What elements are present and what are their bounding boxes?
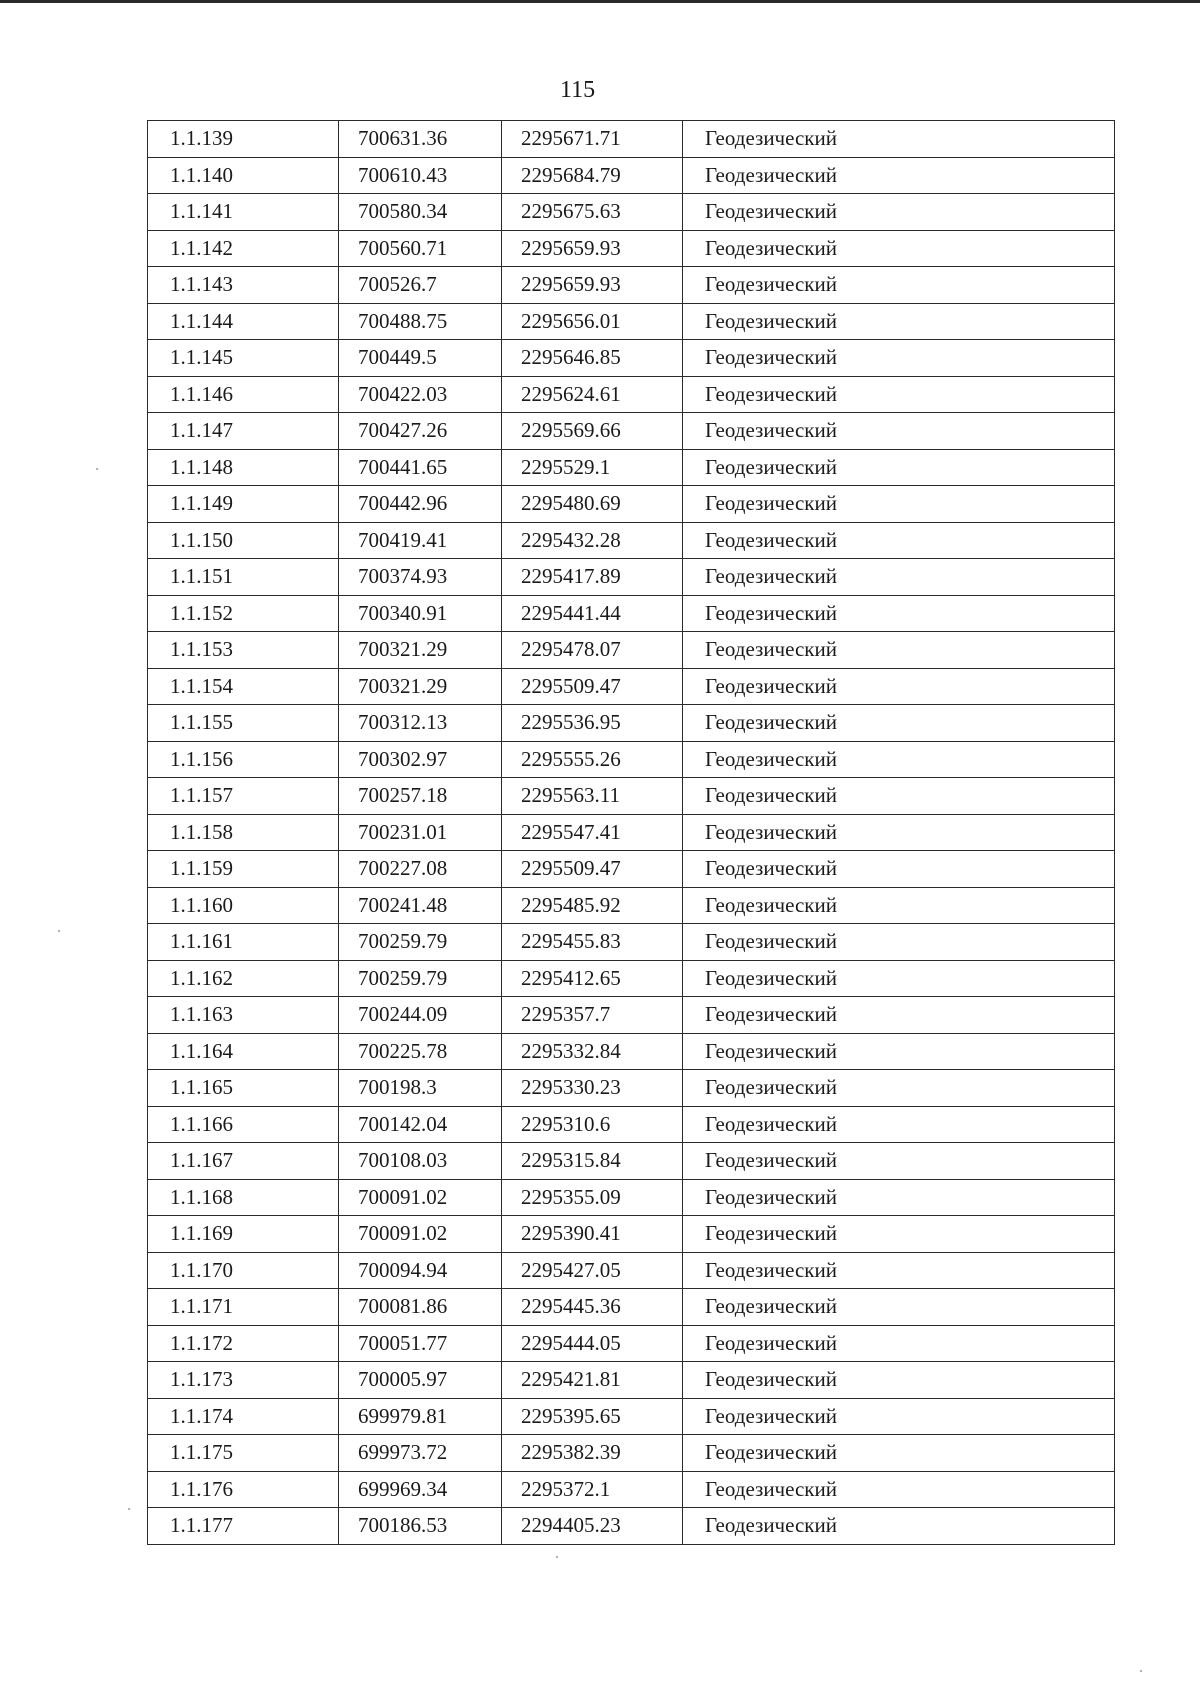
- table-row: [148, 997, 1115, 1034]
- table-row: [148, 522, 1115, 559]
- point-type-cell: Геодезический: [683, 1435, 1115, 1472]
- point-number-cell: 1.1.146: [148, 376, 339, 413]
- point-type-cell: Геодезический: [683, 1216, 1115, 1253]
- point-type-cell: Геодезический: [683, 486, 1115, 523]
- table-row: [148, 1325, 1115, 1362]
- table-row: [148, 303, 1115, 340]
- point-number-cell: 1.1.158: [148, 814, 339, 851]
- point-number-cell: 1.1.165: [148, 1070, 339, 1107]
- point-number-cell: 1.1.162: [148, 960, 339, 997]
- point-type-cell: Геодезический: [683, 449, 1115, 486]
- point-number-cell: 1.1.170: [148, 1252, 339, 1289]
- table-row: [148, 1143, 1115, 1180]
- x-coordinate-cell: 700186.53: [339, 1508, 502, 1545]
- point-number-cell: 1.1.163: [148, 997, 339, 1034]
- x-coordinate-cell: 699973.72: [339, 1435, 502, 1472]
- point-number-cell: 1.1.172: [148, 1325, 339, 1362]
- x-coordinate-cell: 700419.41: [339, 522, 502, 559]
- y-coordinate-cell: 2295390.41: [502, 1216, 683, 1253]
- x-coordinate-cell: 700427.26: [339, 413, 502, 450]
- point-number-cell: 1.1.152: [148, 595, 339, 632]
- table-row: [148, 1070, 1115, 1107]
- point-type-cell: Геодезический: [683, 376, 1115, 413]
- point-type-cell: Геодезический: [683, 997, 1115, 1034]
- table-row: [148, 486, 1115, 523]
- x-coordinate-cell: 700422.03: [339, 376, 502, 413]
- x-coordinate-cell: 700321.29: [339, 668, 502, 705]
- point-number-cell: 1.1.160: [148, 887, 339, 924]
- y-coordinate-cell: 2295427.05: [502, 1252, 683, 1289]
- point-type-cell: Геодезический: [683, 778, 1115, 815]
- point-number-cell: 1.1.161: [148, 924, 339, 961]
- x-coordinate-cell: 700560.71: [339, 230, 502, 267]
- point-type-cell: Геодезический: [683, 1070, 1115, 1107]
- table-row: [148, 340, 1115, 377]
- point-type-cell: Геодезический: [683, 1508, 1115, 1545]
- table-row: [148, 705, 1115, 742]
- point-number-cell: 1.1.169: [148, 1216, 339, 1253]
- x-coordinate-cell: 700198.3: [339, 1070, 502, 1107]
- point-type-cell: Геодезический: [683, 1179, 1115, 1216]
- point-number-cell: 1.1.171: [148, 1289, 339, 1326]
- point-number-cell: 1.1.141: [148, 194, 339, 231]
- y-coordinate-cell: 2295485.92: [502, 887, 683, 924]
- y-coordinate-cell: 2295445.36: [502, 1289, 683, 1326]
- point-number-cell: 1.1.157: [148, 778, 339, 815]
- y-coordinate-cell: 2295684.79: [502, 157, 683, 194]
- y-coordinate-cell: 2295646.85: [502, 340, 683, 377]
- point-number-cell: 1.1.173: [148, 1362, 339, 1399]
- y-coordinate-cell: 2295624.61: [502, 376, 683, 413]
- coordinates-table: [147, 120, 1115, 1545]
- point-type-cell: Геодезический: [683, 340, 1115, 377]
- point-number-cell: 1.1.166: [148, 1106, 339, 1143]
- point-number-cell: 1.1.153: [148, 632, 339, 669]
- x-coordinate-cell: 700580.34: [339, 194, 502, 231]
- point-type-cell: Геодезический: [683, 1143, 1115, 1180]
- table-row: [148, 230, 1115, 267]
- x-coordinate-cell: 700526.7: [339, 267, 502, 304]
- y-coordinate-cell: 2295412.65: [502, 960, 683, 997]
- table-row: [148, 157, 1115, 194]
- table-row: [148, 559, 1115, 596]
- y-coordinate-cell: 2295455.83: [502, 924, 683, 961]
- point-type-cell: Геодезический: [683, 595, 1115, 632]
- x-coordinate-cell: 700244.09: [339, 997, 502, 1034]
- table-row: [148, 668, 1115, 705]
- y-coordinate-cell: 2295509.47: [502, 668, 683, 705]
- point-type-cell: Геодезический: [683, 632, 1115, 669]
- table-row: [148, 1033, 1115, 1070]
- x-coordinate-cell: 700257.18: [339, 778, 502, 815]
- y-coordinate-cell: 2294405.23: [502, 1508, 683, 1545]
- y-coordinate-cell: 2295332.84: [502, 1033, 683, 1070]
- scan-speck: [96, 468, 98, 470]
- table-row: [148, 1106, 1115, 1143]
- table-row: [148, 413, 1115, 450]
- point-type-cell: Геодезический: [683, 1471, 1115, 1508]
- x-coordinate-cell: 700142.04: [339, 1106, 502, 1143]
- point-number-cell: 1.1.174: [148, 1398, 339, 1435]
- y-coordinate-cell: 2295509.47: [502, 851, 683, 888]
- y-coordinate-cell: 2295478.07: [502, 632, 683, 669]
- x-coordinate-cell: 700051.77: [339, 1325, 502, 1362]
- point-number-cell: 1.1.155: [148, 705, 339, 742]
- table-row: [148, 1362, 1115, 1399]
- x-coordinate-cell: 700442.96: [339, 486, 502, 523]
- scan-speck: [556, 1556, 558, 1558]
- point-number-cell: 1.1.164: [148, 1033, 339, 1070]
- point-type-cell: Геодезический: [683, 1252, 1115, 1289]
- table-row: [148, 960, 1115, 997]
- scan-speck: [58, 930, 60, 932]
- y-coordinate-cell: 2295569.66: [502, 413, 683, 450]
- point-number-cell: 1.1.143: [148, 267, 339, 304]
- table-row: [148, 595, 1115, 632]
- point-type-cell: Геодезический: [683, 960, 1115, 997]
- point-number-cell: 1.1.151: [148, 559, 339, 596]
- point-number-cell: 1.1.149: [148, 486, 339, 523]
- point-number-cell: 1.1.140: [148, 157, 339, 194]
- x-coordinate-cell: 700225.78: [339, 1033, 502, 1070]
- table-row: [148, 121, 1115, 158]
- point-number-cell: 1.1.177: [148, 1508, 339, 1545]
- table-row: [148, 778, 1115, 815]
- x-coordinate-cell: 700241.48: [339, 887, 502, 924]
- point-type-cell: Геодезический: [683, 157, 1115, 194]
- y-coordinate-cell: 2295536.95: [502, 705, 683, 742]
- table-row: [148, 1252, 1115, 1289]
- point-type-cell: Геодезический: [683, 303, 1115, 340]
- y-coordinate-cell: 2295555.26: [502, 741, 683, 778]
- point-number-cell: 1.1.154: [148, 668, 339, 705]
- x-coordinate-cell: 700312.13: [339, 705, 502, 742]
- x-coordinate-cell: 700610.43: [339, 157, 502, 194]
- table-row: [148, 632, 1115, 669]
- x-coordinate-cell: 700094.94: [339, 1252, 502, 1289]
- y-coordinate-cell: 2295480.69: [502, 486, 683, 523]
- table-row: [148, 1508, 1115, 1545]
- x-coordinate-cell: 700091.02: [339, 1179, 502, 1216]
- point-number-cell: 1.1.175: [148, 1435, 339, 1472]
- x-coordinate-cell: 700374.93: [339, 559, 502, 596]
- y-coordinate-cell: 2295547.41: [502, 814, 683, 851]
- table-row: [148, 194, 1115, 231]
- x-coordinate-cell: 700340.91: [339, 595, 502, 632]
- point-number-cell: 1.1.147: [148, 413, 339, 450]
- y-coordinate-cell: 2295432.28: [502, 522, 683, 559]
- x-coordinate-cell: 700005.97: [339, 1362, 502, 1399]
- point-type-cell: Геодезический: [683, 814, 1115, 851]
- x-coordinate-cell: 700631.36: [339, 121, 502, 158]
- y-coordinate-cell: 2295382.39: [502, 1435, 683, 1472]
- x-coordinate-cell: 700091.02: [339, 1216, 502, 1253]
- point-type-cell: Геодезический: [683, 924, 1115, 961]
- table-row: [148, 741, 1115, 778]
- point-number-cell: 1.1.176: [148, 1471, 339, 1508]
- table-row: [148, 924, 1115, 961]
- coordinates-table-body: [148, 121, 1115, 1545]
- x-coordinate-cell: 700321.29: [339, 632, 502, 669]
- scan-speck: [1140, 1670, 1142, 1672]
- table-row: [148, 267, 1115, 304]
- y-coordinate-cell: 2295441.44: [502, 595, 683, 632]
- y-coordinate-cell: 2295421.81: [502, 1362, 683, 1399]
- point-type-cell: Геодезический: [683, 705, 1115, 742]
- point-type-cell: Геодезический: [683, 1289, 1115, 1326]
- x-coordinate-cell: 700441.65: [339, 449, 502, 486]
- y-coordinate-cell: 2295395.65: [502, 1398, 683, 1435]
- point-type-cell: Геодезический: [683, 559, 1115, 596]
- point-type-cell: Геодезический: [683, 267, 1115, 304]
- point-type-cell: Геодезический: [683, 1362, 1115, 1399]
- point-number-cell: 1.1.150: [148, 522, 339, 559]
- x-coordinate-cell: 700227.08: [339, 851, 502, 888]
- point-type-cell: Геодезический: [683, 522, 1115, 559]
- x-coordinate-cell: 700081.86: [339, 1289, 502, 1326]
- table-row: [148, 1179, 1115, 1216]
- point-type-cell: Геодезический: [683, 1398, 1115, 1435]
- x-coordinate-cell: 700488.75: [339, 303, 502, 340]
- point-number-cell: 1.1.139: [148, 121, 339, 158]
- point-type-cell: Геодезический: [683, 1106, 1115, 1143]
- scan-speck: [128, 1508, 130, 1510]
- point-number-cell: 1.1.142: [148, 230, 339, 267]
- point-number-cell: 1.1.167: [148, 1143, 339, 1180]
- point-type-cell: Геодезический: [683, 1325, 1115, 1362]
- table-row: [148, 1398, 1115, 1435]
- table-row: [148, 1435, 1115, 1472]
- point-type-cell: Геодезический: [683, 413, 1115, 450]
- point-type-cell: Геодезический: [683, 121, 1115, 158]
- point-type-cell: Геодезический: [683, 741, 1115, 778]
- y-coordinate-cell: 2295529.1: [502, 449, 683, 486]
- table-row: [148, 814, 1115, 851]
- point-number-cell: 1.1.144: [148, 303, 339, 340]
- point-type-cell: Геодезический: [683, 230, 1115, 267]
- scan-top-border: [0, 0, 1200, 3]
- point-number-cell: 1.1.159: [148, 851, 339, 888]
- table-row: [148, 1216, 1115, 1253]
- x-coordinate-cell: 700259.79: [339, 960, 502, 997]
- y-coordinate-cell: 2295675.63: [502, 194, 683, 231]
- table-row: [148, 887, 1115, 924]
- y-coordinate-cell: 2295563.11: [502, 778, 683, 815]
- table-row: [148, 376, 1115, 413]
- x-coordinate-cell: 700302.97: [339, 741, 502, 778]
- x-coordinate-cell: 700449.5: [339, 340, 502, 377]
- point-number-cell: 1.1.148: [148, 449, 339, 486]
- x-coordinate-cell: 700108.03: [339, 1143, 502, 1180]
- x-coordinate-cell: 700259.79: [339, 924, 502, 961]
- point-number-cell: 1.1.145: [148, 340, 339, 377]
- y-coordinate-cell: 2295659.93: [502, 267, 683, 304]
- x-coordinate-cell: 700231.01: [339, 814, 502, 851]
- y-coordinate-cell: 2295372.1: [502, 1471, 683, 1508]
- point-type-cell: Геодезический: [683, 851, 1115, 888]
- table-row: [148, 851, 1115, 888]
- y-coordinate-cell: 2295656.01: [502, 303, 683, 340]
- y-coordinate-cell: 2295417.89: [502, 559, 683, 596]
- table-row: [148, 449, 1115, 486]
- y-coordinate-cell: 2295671.71: [502, 121, 683, 158]
- point-type-cell: Геодезический: [683, 668, 1115, 705]
- y-coordinate-cell: 2295357.7: [502, 997, 683, 1034]
- y-coordinate-cell: 2295315.84: [502, 1143, 683, 1180]
- point-number-cell: 1.1.156: [148, 741, 339, 778]
- y-coordinate-cell: 2295310.6: [502, 1106, 683, 1143]
- point-type-cell: Геодезический: [683, 887, 1115, 924]
- table-row: [148, 1289, 1115, 1326]
- x-coordinate-cell: 699979.81: [339, 1398, 502, 1435]
- y-coordinate-cell: 2295355.09: [502, 1179, 683, 1216]
- y-coordinate-cell: 2295330.23: [502, 1070, 683, 1107]
- x-coordinate-cell: 699969.34: [339, 1471, 502, 1508]
- point-type-cell: Геодезический: [683, 194, 1115, 231]
- y-coordinate-cell: 2295444.05: [502, 1325, 683, 1362]
- table-row: [148, 1471, 1115, 1508]
- page-number: 115: [560, 77, 596, 103]
- y-coordinate-cell: 2295659.93: [502, 230, 683, 267]
- point-type-cell: Геодезический: [683, 1033, 1115, 1070]
- point-number-cell: 1.1.168: [148, 1179, 339, 1216]
